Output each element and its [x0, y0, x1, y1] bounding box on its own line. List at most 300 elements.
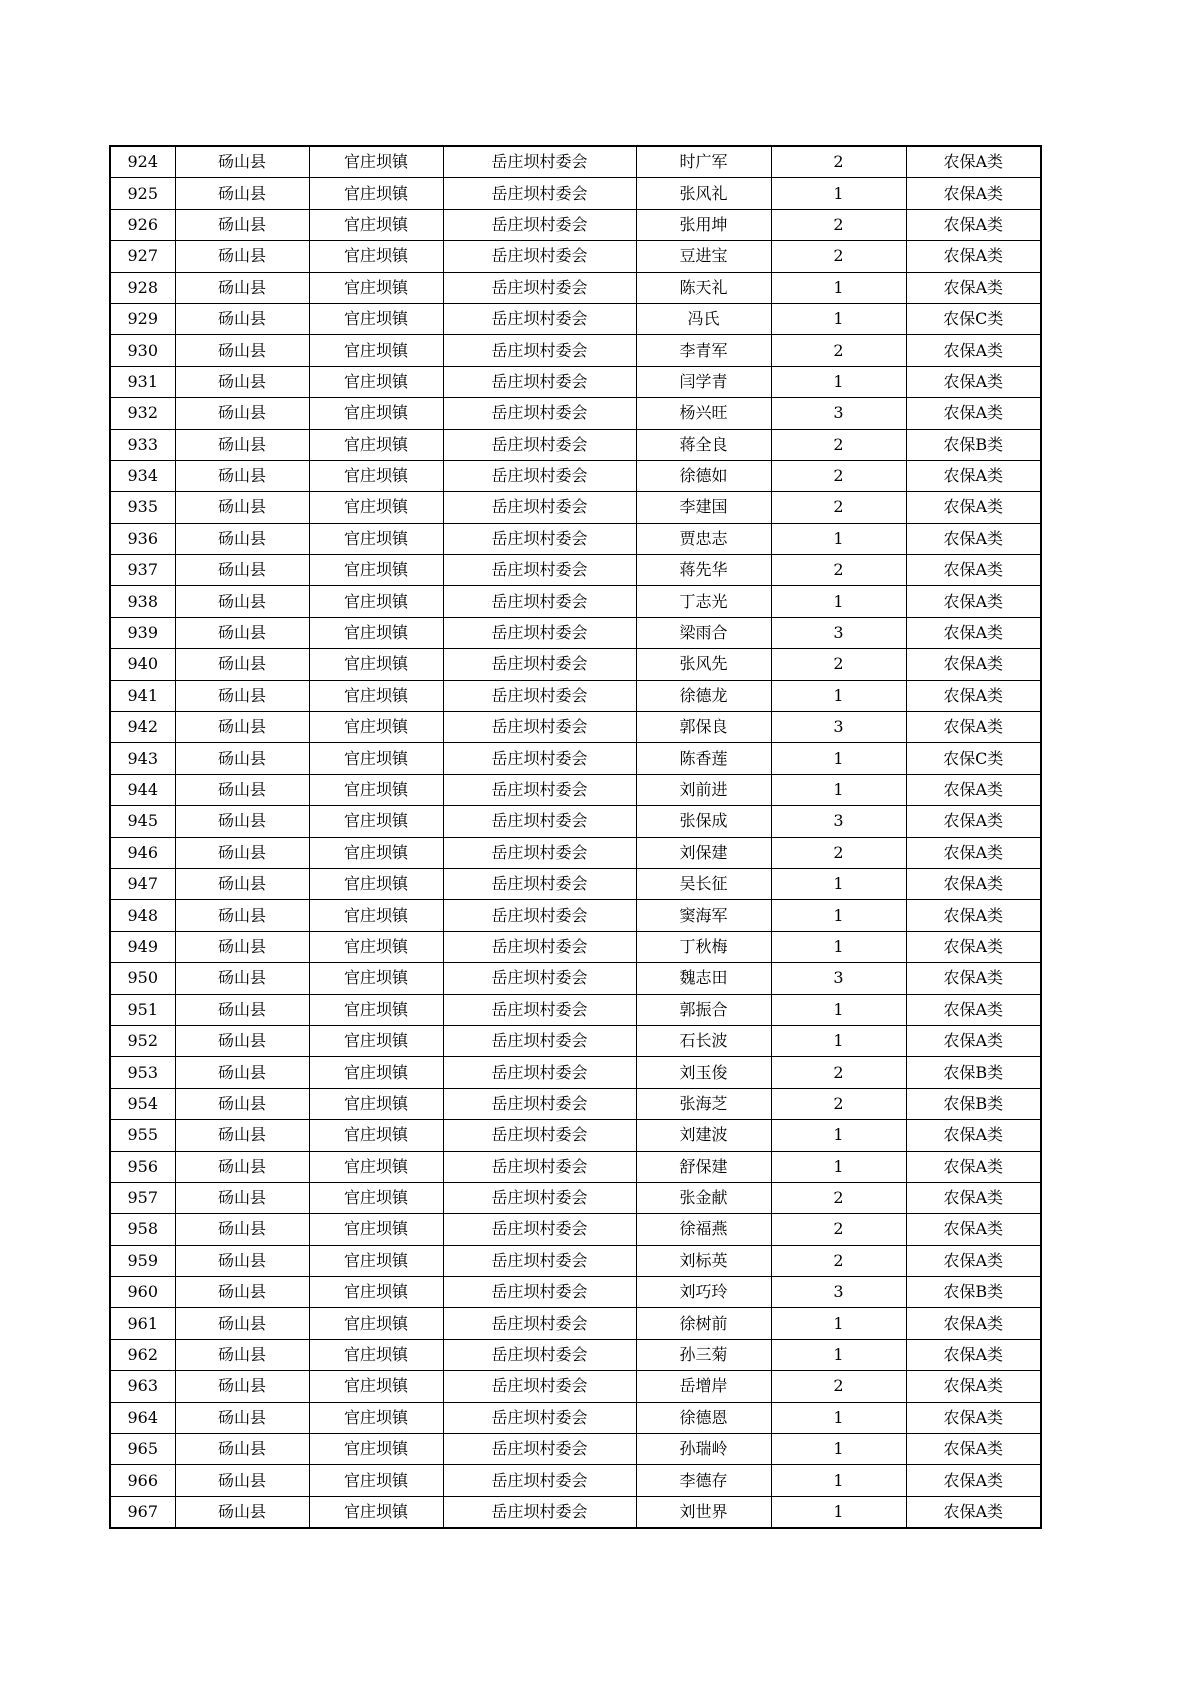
cell-category: 农保B类	[906, 1277, 1041, 1308]
cell-no: 943	[110, 743, 175, 774]
cell-village: 岳庄坝村委会	[443, 398, 636, 429]
cell-name: 郭保良	[636, 712, 771, 743]
cell-no: 930	[110, 335, 175, 366]
cell-county: 砀山县	[175, 1371, 309, 1402]
cell-town: 官庄坝镇	[309, 429, 443, 460]
cell-persons: 2	[771, 1214, 906, 1245]
cell-village: 岳庄坝村委会	[443, 241, 636, 272]
cell-persons: 2	[771, 209, 906, 240]
table-row	[110, 931, 1041, 962]
cell-county: 砀山县	[175, 241, 309, 272]
cell-town: 官庄坝镇	[309, 1371, 443, 1402]
table-row	[110, 806, 1041, 837]
cell-county: 砀山县	[175, 303, 309, 334]
table-row	[110, 774, 1041, 805]
cell-no: 954	[110, 1088, 175, 1119]
cell-county: 砀山县	[175, 1496, 309, 1528]
cell-town: 官庄坝镇	[309, 837, 443, 868]
cell-no: 926	[110, 209, 175, 240]
cell-village: 岳庄坝村委会	[443, 429, 636, 460]
cell-village: 岳庄坝村委会	[443, 146, 636, 178]
cell-village: 岳庄坝村委会	[443, 774, 636, 805]
cell-name: 张保成	[636, 806, 771, 837]
cell-persons: 3	[771, 1277, 906, 1308]
cell-persons: 2	[771, 1057, 906, 1088]
cell-name: 李德存	[636, 1465, 771, 1496]
cell-village: 岳庄坝村委会	[443, 1214, 636, 1245]
cell-category: 农保A类	[906, 868, 1041, 899]
cell-village: 岳庄坝村委会	[443, 680, 636, 711]
cell-name: 吴长征	[636, 868, 771, 899]
table-row	[110, 1214, 1041, 1245]
cell-town: 官庄坝镇	[309, 398, 443, 429]
cell-town: 官庄坝镇	[309, 209, 443, 240]
cell-name: 李青军	[636, 335, 771, 366]
table-row	[110, 209, 1041, 240]
cell-persons: 1	[771, 1434, 906, 1465]
cell-name: 张海芝	[636, 1088, 771, 1119]
cell-name: 梁雨合	[636, 617, 771, 648]
cell-county: 砀山县	[175, 837, 309, 868]
cell-persons: 2	[771, 837, 906, 868]
cell-village: 岳庄坝村委会	[443, 1088, 636, 1119]
cell-village: 岳庄坝村委会	[443, 1182, 636, 1213]
cell-persons: 2	[771, 1182, 906, 1213]
table-row	[110, 868, 1041, 899]
cell-category: 农保A类	[906, 1120, 1041, 1151]
cell-village: 岳庄坝村委会	[443, 806, 636, 837]
cell-village: 岳庄坝村委会	[443, 931, 636, 962]
cell-persons: 2	[771, 555, 906, 586]
cell-category: 农保A类	[906, 774, 1041, 805]
cell-no: 949	[110, 931, 175, 962]
cell-county: 砀山县	[175, 1025, 309, 1056]
cell-town: 官庄坝镇	[309, 649, 443, 680]
cell-category: 农保A类	[906, 586, 1041, 617]
cell-name: 徐德龙	[636, 680, 771, 711]
cell-no: 946	[110, 837, 175, 868]
cell-county: 砀山县	[175, 617, 309, 648]
cell-village: 岳庄坝村委会	[443, 837, 636, 868]
cell-village: 岳庄坝村委会	[443, 1025, 636, 1056]
cell-village: 岳庄坝村委会	[443, 303, 636, 334]
cell-name: 刘前进	[636, 774, 771, 805]
cell-persons: 1	[771, 1496, 906, 1528]
cell-no: 950	[110, 963, 175, 994]
cell-town: 官庄坝镇	[309, 146, 443, 178]
cell-village: 岳庄坝村委会	[443, 523, 636, 554]
cell-town: 官庄坝镇	[309, 1465, 443, 1496]
cell-persons: 1	[771, 1402, 906, 1433]
cell-category: 农保A类	[906, 649, 1041, 680]
cell-town: 官庄坝镇	[309, 586, 443, 617]
table-row	[110, 1088, 1041, 1119]
cell-village: 岳庄坝村委会	[443, 1308, 636, 1339]
cell-county: 砀山县	[175, 335, 309, 366]
cell-category: 农保A类	[906, 398, 1041, 429]
cell-category: 农保A类	[906, 900, 1041, 931]
cell-county: 砀山县	[175, 1465, 309, 1496]
cell-village: 岳庄坝村委会	[443, 1057, 636, 1088]
cell-village: 岳庄坝村委会	[443, 460, 636, 491]
cell-no: 938	[110, 586, 175, 617]
cell-county: 砀山县	[175, 774, 309, 805]
cell-persons: 1	[771, 1308, 906, 1339]
cell-persons: 1	[771, 868, 906, 899]
cell-county: 砀山县	[175, 1277, 309, 1308]
cell-village: 岳庄坝村委会	[443, 1151, 636, 1182]
cell-persons: 2	[771, 1371, 906, 1402]
cell-persons: 1	[771, 1465, 906, 1496]
cell-no: 934	[110, 460, 175, 491]
cell-name: 杨兴旺	[636, 398, 771, 429]
cell-category: 农保A类	[906, 963, 1041, 994]
cell-town: 官庄坝镇	[309, 178, 443, 209]
cell-village: 岳庄坝村委会	[443, 868, 636, 899]
cell-name: 刘巧玲	[636, 1277, 771, 1308]
cell-county: 砀山县	[175, 366, 309, 397]
cell-no: 940	[110, 649, 175, 680]
cell-category: 农保A类	[906, 555, 1041, 586]
table-row	[110, 1182, 1041, 1213]
cell-county: 砀山县	[175, 900, 309, 931]
table-row	[110, 617, 1041, 648]
table-body	[110, 146, 1041, 1528]
cell-persons: 1	[771, 178, 906, 209]
cell-category: 农保A类	[906, 806, 1041, 837]
cell-no: 924	[110, 146, 175, 178]
cell-no: 942	[110, 712, 175, 743]
cell-town: 官庄坝镇	[309, 523, 443, 554]
cell-no: 947	[110, 868, 175, 899]
table-row	[110, 1025, 1041, 1056]
cell-no: 928	[110, 272, 175, 303]
cell-village: 岳庄坝村委会	[443, 178, 636, 209]
cell-town: 官庄坝镇	[309, 931, 443, 962]
cell-persons: 1	[771, 303, 906, 334]
cell-name: 张风先	[636, 649, 771, 680]
cell-no: 959	[110, 1245, 175, 1276]
cell-no: 961	[110, 1308, 175, 1339]
cell-category: 农保A类	[906, 209, 1041, 240]
cell-village: 岳庄坝村委会	[443, 586, 636, 617]
table-row	[110, 178, 1041, 209]
cell-village: 岳庄坝村委会	[443, 712, 636, 743]
cell-town: 官庄坝镇	[309, 460, 443, 491]
cell-name: 丁志光	[636, 586, 771, 617]
cell-county: 砀山县	[175, 460, 309, 491]
cell-name: 刘玉俊	[636, 1057, 771, 1088]
cell-county: 砀山县	[175, 994, 309, 1025]
cell-village: 岳庄坝村委会	[443, 963, 636, 994]
cell-town: 官庄坝镇	[309, 335, 443, 366]
cell-village: 岳庄坝村委会	[443, 1434, 636, 1465]
cell-name: 张用坤	[636, 209, 771, 240]
cell-no: 935	[110, 492, 175, 523]
cell-category: 农保A类	[906, 1308, 1041, 1339]
cell-no: 964	[110, 1402, 175, 1433]
cell-village: 岳庄坝村委会	[443, 1496, 636, 1528]
cell-no: 933	[110, 429, 175, 460]
cell-town: 官庄坝镇	[309, 555, 443, 586]
cell-no: 927	[110, 241, 175, 272]
cell-county: 砀山县	[175, 146, 309, 178]
cell-name: 刘建波	[636, 1120, 771, 1151]
cell-town: 官庄坝镇	[309, 1025, 443, 1056]
cell-county: 砀山县	[175, 586, 309, 617]
table-row	[110, 680, 1041, 711]
cell-village: 岳庄坝村委会	[443, 900, 636, 931]
cell-name: 张金献	[636, 1182, 771, 1213]
cell-village: 岳庄坝村委会	[443, 743, 636, 774]
cell-no: 960	[110, 1277, 175, 1308]
cell-persons: 1	[771, 272, 906, 303]
cell-name: 舒保建	[636, 1151, 771, 1182]
cell-persons: 3	[771, 398, 906, 429]
cell-county: 砀山县	[175, 931, 309, 962]
cell-town: 官庄坝镇	[309, 1120, 443, 1151]
cell-county: 砀山县	[175, 1245, 309, 1276]
cell-name: 孙三菊	[636, 1339, 771, 1370]
cell-name: 徐福燕	[636, 1214, 771, 1245]
cell-town: 官庄坝镇	[309, 680, 443, 711]
table-row	[110, 1496, 1041, 1528]
cell-name: 时广军	[636, 146, 771, 178]
cell-name: 魏志田	[636, 963, 771, 994]
cell-name: 陈天礼	[636, 272, 771, 303]
cell-village: 岳庄坝村委会	[443, 272, 636, 303]
cell-persons: 1	[771, 1339, 906, 1370]
cell-no: 929	[110, 303, 175, 334]
table-row	[110, 712, 1041, 743]
cell-category: 农保A类	[906, 460, 1041, 491]
cell-persons: 2	[771, 649, 906, 680]
cell-town: 官庄坝镇	[309, 900, 443, 931]
table-row	[110, 555, 1041, 586]
cell-category: 农保A类	[906, 837, 1041, 868]
cell-town: 官庄坝镇	[309, 492, 443, 523]
table-row	[110, 1120, 1041, 1151]
cell-category: 农保B类	[906, 1088, 1041, 1119]
table-row	[110, 272, 1041, 303]
cell-category: 农保A类	[906, 931, 1041, 962]
cell-category: 农保A类	[906, 241, 1041, 272]
cell-town: 官庄坝镇	[309, 1182, 443, 1213]
cell-town: 官庄坝镇	[309, 1434, 443, 1465]
cell-name: 刘世界	[636, 1496, 771, 1528]
cell-town: 官庄坝镇	[309, 963, 443, 994]
cell-category: 农保A类	[906, 1339, 1041, 1370]
cell-no: 956	[110, 1151, 175, 1182]
cell-no: 967	[110, 1496, 175, 1528]
cell-town: 官庄坝镇	[309, 1088, 443, 1119]
cell-persons: 3	[771, 712, 906, 743]
cell-name: 刘标英	[636, 1245, 771, 1276]
cell-town: 官庄坝镇	[309, 272, 443, 303]
cell-persons: 1	[771, 1025, 906, 1056]
cell-name: 孙瑞岭	[636, 1434, 771, 1465]
cell-no: 944	[110, 774, 175, 805]
cell-town: 官庄坝镇	[309, 1339, 443, 1370]
cell-persons: 2	[771, 146, 906, 178]
cell-persons: 3	[771, 963, 906, 994]
cell-town: 官庄坝镇	[309, 366, 443, 397]
cell-name: 徐德如	[636, 460, 771, 491]
cell-village: 岳庄坝村委会	[443, 555, 636, 586]
cell-county: 砀山县	[175, 1339, 309, 1370]
cell-town: 官庄坝镇	[309, 1496, 443, 1528]
table-row	[110, 1465, 1041, 1496]
cell-county: 砀山县	[175, 963, 309, 994]
cell-county: 砀山县	[175, 429, 309, 460]
table-row	[110, 743, 1041, 774]
cell-no: 939	[110, 617, 175, 648]
cell-persons: 2	[771, 492, 906, 523]
cell-county: 砀山县	[175, 178, 309, 209]
cell-county: 砀山县	[175, 712, 309, 743]
cell-county: 砀山县	[175, 1214, 309, 1245]
cell-persons: 2	[771, 335, 906, 366]
cell-category: 农保C类	[906, 743, 1041, 774]
roster-table	[109, 145, 1042, 1529]
cell-name: 丁秋梅	[636, 931, 771, 962]
table-row	[110, 963, 1041, 994]
cell-county: 砀山县	[175, 398, 309, 429]
cell-county: 砀山县	[175, 868, 309, 899]
table-row	[110, 1277, 1041, 1308]
table-row	[110, 1402, 1041, 1433]
cell-town: 官庄坝镇	[309, 868, 443, 899]
table-row	[110, 523, 1041, 554]
cell-no: 932	[110, 398, 175, 429]
cell-category: 农保A类	[906, 366, 1041, 397]
cell-category: 农保A类	[906, 1371, 1041, 1402]
cell-county: 砀山县	[175, 1434, 309, 1465]
table-row	[110, 1308, 1041, 1339]
table-row	[110, 460, 1041, 491]
cell-no: 952	[110, 1025, 175, 1056]
cell-category: 农保A类	[906, 712, 1041, 743]
cell-county: 砀山县	[175, 806, 309, 837]
cell-no: 962	[110, 1339, 175, 1370]
cell-village: 岳庄坝村委会	[443, 1277, 636, 1308]
cell-category: 农保A类	[906, 272, 1041, 303]
cell-persons: 1	[771, 1120, 906, 1151]
cell-persons: 2	[771, 429, 906, 460]
cell-no: 937	[110, 555, 175, 586]
cell-village: 岳庄坝村委会	[443, 994, 636, 1025]
cell-category: 农保A类	[906, 523, 1041, 554]
cell-county: 砀山县	[175, 649, 309, 680]
cell-category: 农保A类	[906, 492, 1041, 523]
cell-category: 农保B类	[906, 429, 1041, 460]
cell-name: 豆进宝	[636, 241, 771, 272]
table-row	[110, 1434, 1041, 1465]
cell-town: 官庄坝镇	[309, 1277, 443, 1308]
cell-persons: 2	[771, 1245, 906, 1276]
cell-no: 966	[110, 1465, 175, 1496]
cell-town: 官庄坝镇	[309, 774, 443, 805]
cell-no: 951	[110, 994, 175, 1025]
cell-name: 冯氏	[636, 303, 771, 334]
cell-category: 农保A类	[906, 1402, 1041, 1433]
cell-category: 农保A类	[906, 994, 1041, 1025]
table-row	[110, 994, 1041, 1025]
cell-town: 官庄坝镇	[309, 712, 443, 743]
cell-name: 徐树前	[636, 1308, 771, 1339]
table-row	[110, 303, 1041, 334]
cell-village: 岳庄坝村委会	[443, 335, 636, 366]
cell-village: 岳庄坝村委会	[443, 1245, 636, 1276]
cell-category: 农保A类	[906, 1434, 1041, 1465]
cell-county: 砀山县	[175, 1182, 309, 1213]
cell-no: 957	[110, 1182, 175, 1213]
table-row	[110, 1339, 1041, 1370]
cell-name: 石长波	[636, 1025, 771, 1056]
cell-village: 岳庄坝村委会	[443, 1371, 636, 1402]
cell-county: 砀山县	[175, 555, 309, 586]
cell-name: 岳增岸	[636, 1371, 771, 1402]
cell-town: 官庄坝镇	[309, 303, 443, 334]
cell-name: 张风礼	[636, 178, 771, 209]
cell-name: 窦海军	[636, 900, 771, 931]
cell-town: 官庄坝镇	[309, 806, 443, 837]
cell-category: 农保A类	[906, 1214, 1041, 1245]
cell-name: 郭振合	[636, 994, 771, 1025]
cell-persons: 1	[771, 586, 906, 617]
cell-village: 岳庄坝村委会	[443, 209, 636, 240]
cell-county: 砀山县	[175, 1120, 309, 1151]
cell-no: 948	[110, 900, 175, 931]
cell-name: 陈香莲	[636, 743, 771, 774]
cell-village: 岳庄坝村委会	[443, 649, 636, 680]
cell-county: 砀山县	[175, 1088, 309, 1119]
cell-no: 955	[110, 1120, 175, 1151]
cell-persons: 3	[771, 617, 906, 648]
cell-county: 砀山县	[175, 743, 309, 774]
cell-town: 官庄坝镇	[309, 1214, 443, 1245]
cell-category: 农保A类	[906, 1245, 1041, 1276]
cell-town: 官庄坝镇	[309, 1308, 443, 1339]
cell-county: 砀山县	[175, 1402, 309, 1433]
cell-no: 936	[110, 523, 175, 554]
cell-persons: 1	[771, 994, 906, 1025]
table-row	[110, 366, 1041, 397]
table-row	[110, 1371, 1041, 1402]
cell-county: 砀山县	[175, 1151, 309, 1182]
cell-village: 岳庄坝村委会	[443, 1465, 636, 1496]
table-row	[110, 492, 1041, 523]
cell-persons: 1	[771, 900, 906, 931]
cell-village: 岳庄坝村委会	[443, 492, 636, 523]
cell-no: 958	[110, 1214, 175, 1245]
cell-category: 农保A类	[906, 178, 1041, 209]
cell-town: 官庄坝镇	[309, 743, 443, 774]
cell-village: 岳庄坝村委会	[443, 1339, 636, 1370]
table-row	[110, 586, 1041, 617]
table-row	[110, 335, 1041, 366]
table-row	[110, 429, 1041, 460]
cell-no: 965	[110, 1434, 175, 1465]
cell-village: 岳庄坝村委会	[443, 1120, 636, 1151]
table-row	[110, 1151, 1041, 1182]
cell-category: 农保C类	[906, 303, 1041, 334]
cell-town: 官庄坝镇	[309, 1245, 443, 1276]
cell-persons: 2	[771, 1088, 906, 1119]
cell-name: 蒋全良	[636, 429, 771, 460]
cell-name: 贾忠志	[636, 523, 771, 554]
cell-category: 农保A类	[906, 1025, 1041, 1056]
